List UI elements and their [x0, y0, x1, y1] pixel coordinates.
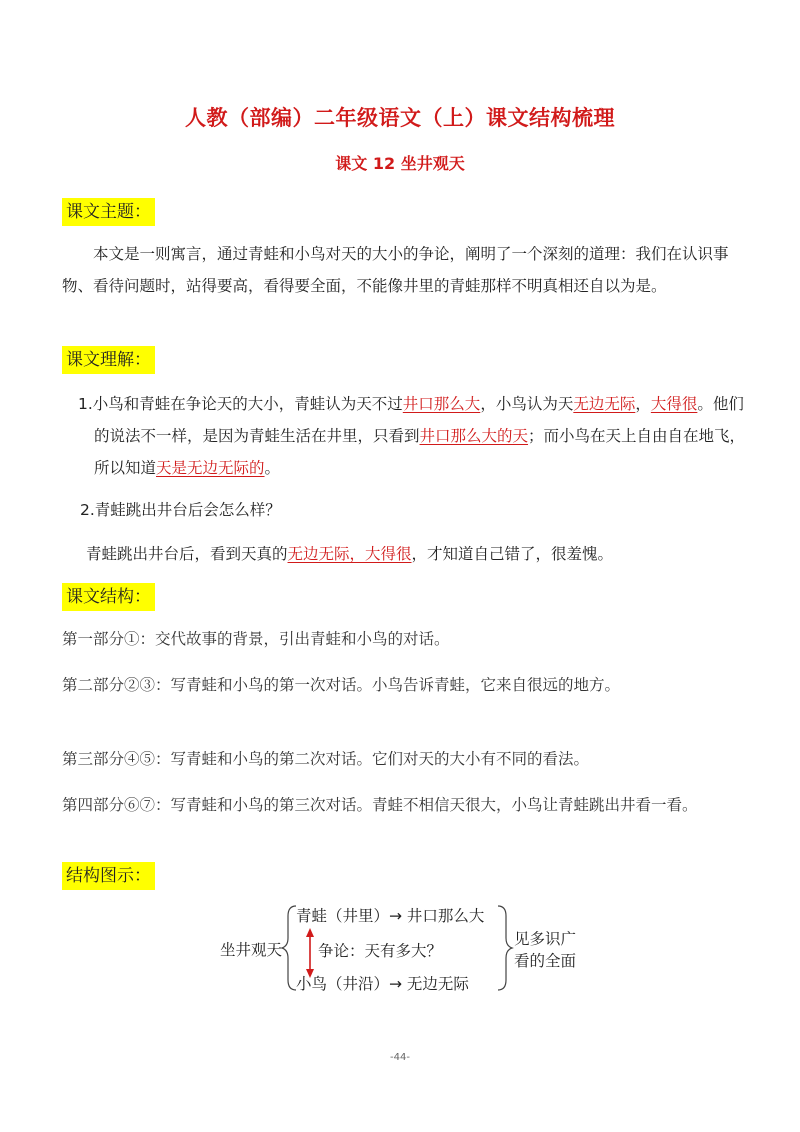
a2-text-2: ，才知道自己错了，很羞愧。 [411, 545, 614, 563]
theme-heading: 课文主题： [62, 198, 155, 226]
part-label: 第二部分②③： [62, 676, 171, 694]
question-1-answer [76, 388, 754, 484]
diagram-debate: 争论：天有多大？ [318, 942, 443, 960]
diagram-conclusion [514, 928, 576, 972]
diagram-root: 坐井观天 [220, 941, 283, 959]
part-text: 写青蛙和小鸟的第二次对话。它们对天的大小有不同的看法。 [170, 750, 590, 768]
a2-highlight: 无边无际，大得很 [287, 545, 412, 563]
part-label: 第四部分⑥⑦： [62, 796, 171, 814]
right-brace [498, 906, 512, 990]
arrow-up-head [306, 928, 314, 937]
theme-text: 本文是一则寓言，通过青蛙和小鸟对天的大小的争论，阐明了一个深刻的道理：我们在认识事物、看待问题时，站得要高，看得要全面，不能像井里的青蛙那样不明真相还自以为是。 [62, 245, 729, 295]
lesson-subtitle: 课文 12 坐井观天 [335, 154, 465, 173]
diagram-frog: 青蛙（井里）→ 井口那么大 [296, 907, 485, 925]
structure-part-1 [62, 624, 752, 654]
diagram-heading: 结构图示： [62, 862, 155, 890]
q1-highlight-2: 无边无际 [573, 395, 636, 413]
a2-text-1: 青蛙跳出井台后，看到天真的 [86, 545, 288, 563]
q1-text-3: ， [635, 395, 651, 413]
conclusion-line-1: 见多识广 [514, 930, 577, 948]
structure-part-2 [62, 670, 752, 700]
q1-text-1: 1.小鸟和青蛙在争论天的大小，青蛙认为天不过 [78, 395, 403, 413]
part-label: 第三部分④⑤： [62, 750, 171, 768]
understanding-heading: 课文理解： [62, 346, 155, 374]
q1-highlight-3: 大得很 [650, 395, 698, 413]
page-number: -44- [390, 1052, 410, 1063]
conclusion-line-2: 看的全面 [514, 952, 577, 970]
q1-text-2: ，小鸟认为天 [480, 395, 574, 413]
diagram-bird: 小鸟（井沿）→ 无边无际 [296, 975, 469, 993]
structure-part-4 [62, 790, 752, 820]
structure-heading: 课文结构： [62, 583, 155, 611]
part-text: 交代故事的背景，引出青蛙和小鸟的对话。 [155, 630, 450, 648]
q1-text-6: 。 [264, 459, 281, 477]
structure-part-3 [62, 744, 762, 774]
part-text: 写青蛙和小鸟的第三次对话。青蛙不相信天很大，小鸟让青蛙跳出井看一看。 [170, 796, 698, 814]
q1-highlight-4: 井口那么大的天 [419, 427, 529, 445]
answer-2 [86, 538, 746, 570]
q1-text-5: ；而小鸟在天上自由自在地飞，所以知道 [94, 427, 746, 477]
page-title: 人教（部编）二年级语文（上）课文结构梳理 [185, 106, 615, 130]
question-2: 2.青蛙跳出井台后会怎么样？ [80, 501, 281, 519]
left-brace [282, 906, 296, 990]
part-label: 第一部分①： [62, 630, 156, 648]
q1-highlight-1: 井口那么大 [402, 395, 481, 413]
q1-highlight-5: 天是无边无际的 [156, 459, 265, 477]
q1-text-4: 。他们的说法不一样，是因为青蛙生活在井里，只看到 [94, 395, 744, 445]
part-text: 写青蛙和小鸟的第一次对话。小鸟告诉青蛙，它来自很远的地方。 [170, 676, 621, 694]
